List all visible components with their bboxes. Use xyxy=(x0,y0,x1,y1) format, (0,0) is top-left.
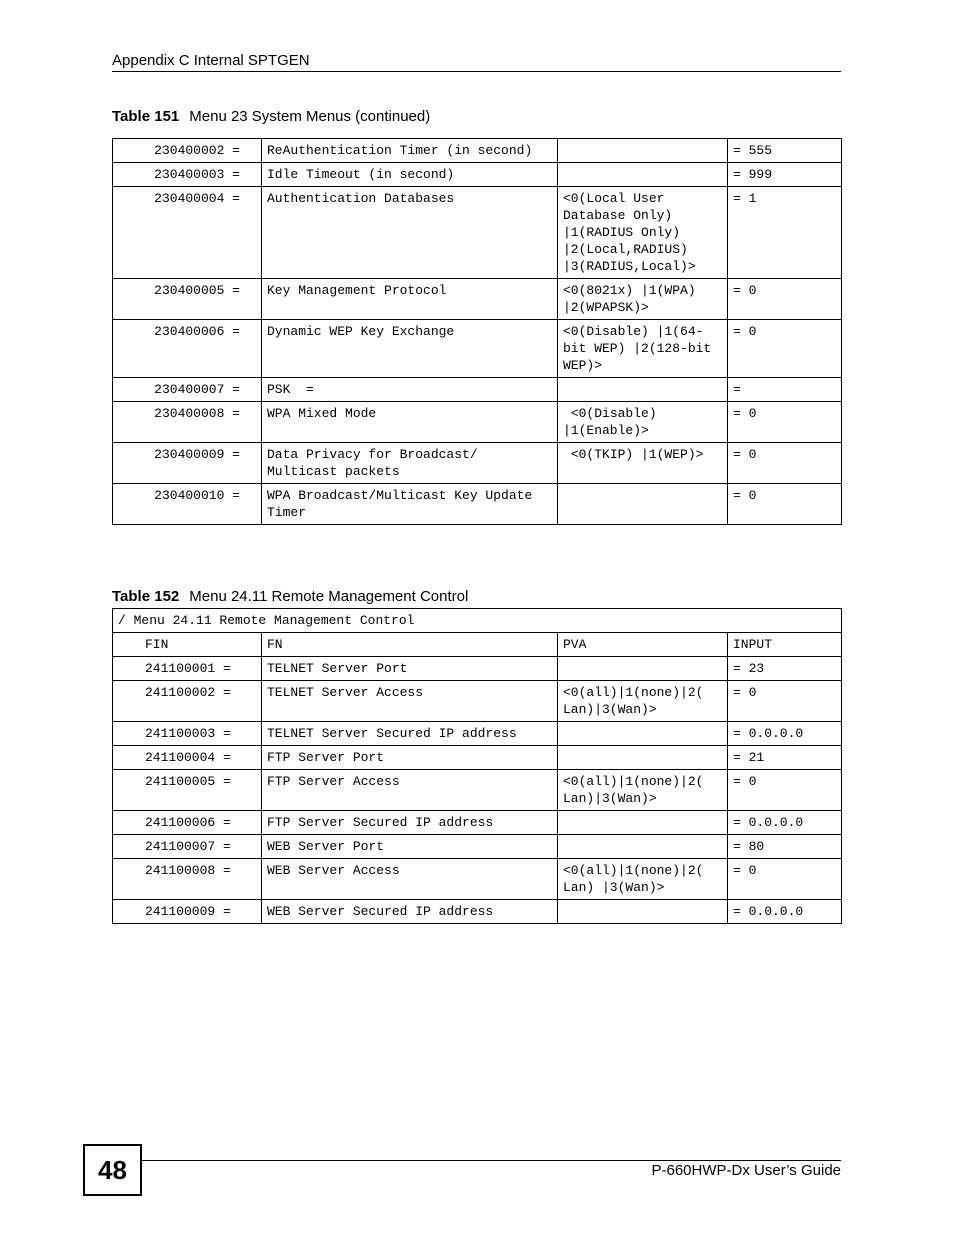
cell-fn: PSK = xyxy=(262,378,558,402)
cell-fn: WEB Server Secured IP address xyxy=(262,900,558,924)
cell-fn: WPA Broadcast/Multicast Key Update Timer xyxy=(262,484,558,525)
cell-pva xyxy=(558,163,728,187)
cell-pva: <0(all)|1(none)|2( Lan)|3(Wan)> xyxy=(558,770,728,811)
cell-fin: 241100006 = xyxy=(113,811,262,835)
cell-pva xyxy=(558,139,728,163)
cell-fin: 230400002 = xyxy=(113,139,262,163)
cell-fn: FTP Server Secured IP address xyxy=(262,811,558,835)
cell-fin: 230400010 = xyxy=(113,484,262,525)
table-row xyxy=(113,187,842,279)
cell-input: = 0 xyxy=(728,859,842,900)
table-152-banner-row xyxy=(113,609,842,633)
cell-pva: <0(all)|1(none)|2( Lan)|3(Wan)> xyxy=(558,681,728,722)
table-151 xyxy=(112,138,842,525)
table-152 xyxy=(112,608,842,924)
cell-input: = 0 xyxy=(728,443,842,484)
cell-pva xyxy=(558,484,728,525)
table-row xyxy=(113,811,842,835)
table-row xyxy=(113,484,842,525)
cell-pva xyxy=(558,746,728,770)
cell-pva: <0(all)|1(none)|2( Lan) |3(Wan)> xyxy=(558,859,728,900)
table-row xyxy=(113,900,842,924)
cell-input: = 0 xyxy=(728,770,842,811)
cell-fin: 230400008 = xyxy=(113,402,262,443)
table-row xyxy=(113,746,842,770)
cell-pva xyxy=(558,835,728,859)
table-row xyxy=(113,722,842,746)
cell-input: = 0 xyxy=(728,402,842,443)
footer-divider xyxy=(140,1160,841,1161)
cell-pva: <0(Disable) |1(Enable)> xyxy=(558,402,728,443)
cell-fin: 241100003 = xyxy=(113,722,262,746)
page-number: 48 xyxy=(83,1144,142,1196)
cell-input: = 555 xyxy=(728,139,842,163)
cell-fn: WEB Server Port xyxy=(262,835,558,859)
table-152-header-row xyxy=(113,633,842,657)
table-row xyxy=(113,443,842,484)
cell-fn: Data Privacy for Broadcast/ Multicast packets xyxy=(262,443,558,484)
table-row xyxy=(113,859,842,900)
cell-pva: <0(Disable) |1(64-bit WEP) |2(128-bit WEP)> xyxy=(558,320,728,378)
cell-input: = 1 xyxy=(728,187,842,279)
table-152-banner: / Menu 24.11 Remote Management Control xyxy=(113,609,842,633)
cell-fin: 230400004 = xyxy=(113,187,262,279)
cell-fn: TELNET Server Secured IP address xyxy=(262,722,558,746)
cell-fn: Dynamic WEP Key Exchange xyxy=(262,320,558,378)
column-header-fin: FIN xyxy=(113,633,262,657)
cell-fin: 230400009 = xyxy=(113,443,262,484)
cell-input: = 0 xyxy=(728,681,842,722)
cell-fin: 241100004 = xyxy=(113,746,262,770)
table-row xyxy=(113,378,842,402)
cell-fn: Authentication Databases xyxy=(262,187,558,279)
cell-fn: WEB Server Access xyxy=(262,859,558,900)
cell-input: = 0 xyxy=(728,279,842,320)
cell-fin: 230400003 = xyxy=(113,163,262,187)
cell-fn: Key Management Protocol xyxy=(262,279,558,320)
cell-pva: <0(TKIP) |1(WEP)> xyxy=(558,443,728,484)
table-row xyxy=(113,681,842,722)
cell-input: = 21 xyxy=(728,746,842,770)
cell-pva xyxy=(558,811,728,835)
cell-fin: 241100002 = xyxy=(113,681,262,722)
cell-fn: WPA Mixed Mode xyxy=(262,402,558,443)
cell-fn: Idle Timeout (in second) xyxy=(262,163,558,187)
cell-fin: 241100001 = xyxy=(113,657,262,681)
table-151-title: Menu 23 System Menus (continued) xyxy=(189,108,431,125)
cell-pva xyxy=(558,378,728,402)
cell-fin: 230400005 = xyxy=(113,279,262,320)
cell-input: = 0.0.0.0 xyxy=(728,722,842,746)
table-152-caption xyxy=(112,588,468,605)
cell-pva xyxy=(558,657,728,681)
table-152-title: Menu 24.11 Remote Management Control xyxy=(189,588,469,605)
table-152-label: Table 152 xyxy=(112,588,180,605)
column-header-fn: FN xyxy=(262,633,558,657)
guide-title: P-660HWP-Dx User’s Guide xyxy=(651,1162,841,1179)
cell-input: = 0 xyxy=(728,320,842,378)
table-row xyxy=(113,320,842,378)
cell-fin: 241100005 = xyxy=(113,770,262,811)
cell-pva: <0(Local User Database Only) |1(RADIUS Only) |2(Local,RADIUS) |3(RADIUS,Local)> xyxy=(558,187,728,279)
table-row xyxy=(113,835,842,859)
cell-fn: FTP Server Access xyxy=(262,770,558,811)
cell-fin: 241100008 = xyxy=(113,859,262,900)
table-row xyxy=(113,279,842,320)
cell-fin: 241100009 = xyxy=(113,900,262,924)
cell-fn: TELNET Server Port xyxy=(262,657,558,681)
table-row xyxy=(113,402,842,443)
cell-input: = 80 xyxy=(728,835,842,859)
table-row xyxy=(113,163,842,187)
table-151-label: Table 151 xyxy=(112,108,180,125)
cell-pva: <0(8021x) |1(WPA) |2(WPAPSK)> xyxy=(558,279,728,320)
cell-fin: 241100007 = xyxy=(113,835,262,859)
cell-pva xyxy=(558,722,728,746)
column-header-input: INPUT xyxy=(728,633,842,657)
table-row xyxy=(113,770,842,811)
cell-fn: ReAuthentication Timer (in second) xyxy=(262,139,558,163)
cell-input: = 0 xyxy=(728,484,842,525)
cell-input: = xyxy=(728,378,842,402)
cell-fin: 230400006 = xyxy=(113,320,262,378)
header-divider xyxy=(112,71,841,72)
table-row xyxy=(113,139,842,163)
cell-input: = 999 xyxy=(728,163,842,187)
column-header-pva: PVA xyxy=(558,633,728,657)
cell-fn: FTP Server Port xyxy=(262,746,558,770)
cell-pva xyxy=(558,900,728,924)
cell-input: = 0.0.0.0 xyxy=(728,811,842,835)
cell-fn: TELNET Server Access xyxy=(262,681,558,722)
running-header: Appendix C Internal SPTGEN xyxy=(112,52,310,69)
table-151-caption xyxy=(112,108,430,125)
cell-input: = 0.0.0.0 xyxy=(728,900,842,924)
cell-input: = 23 xyxy=(728,657,842,681)
table-row xyxy=(113,657,842,681)
cell-fin: 230400007 = xyxy=(113,378,262,402)
